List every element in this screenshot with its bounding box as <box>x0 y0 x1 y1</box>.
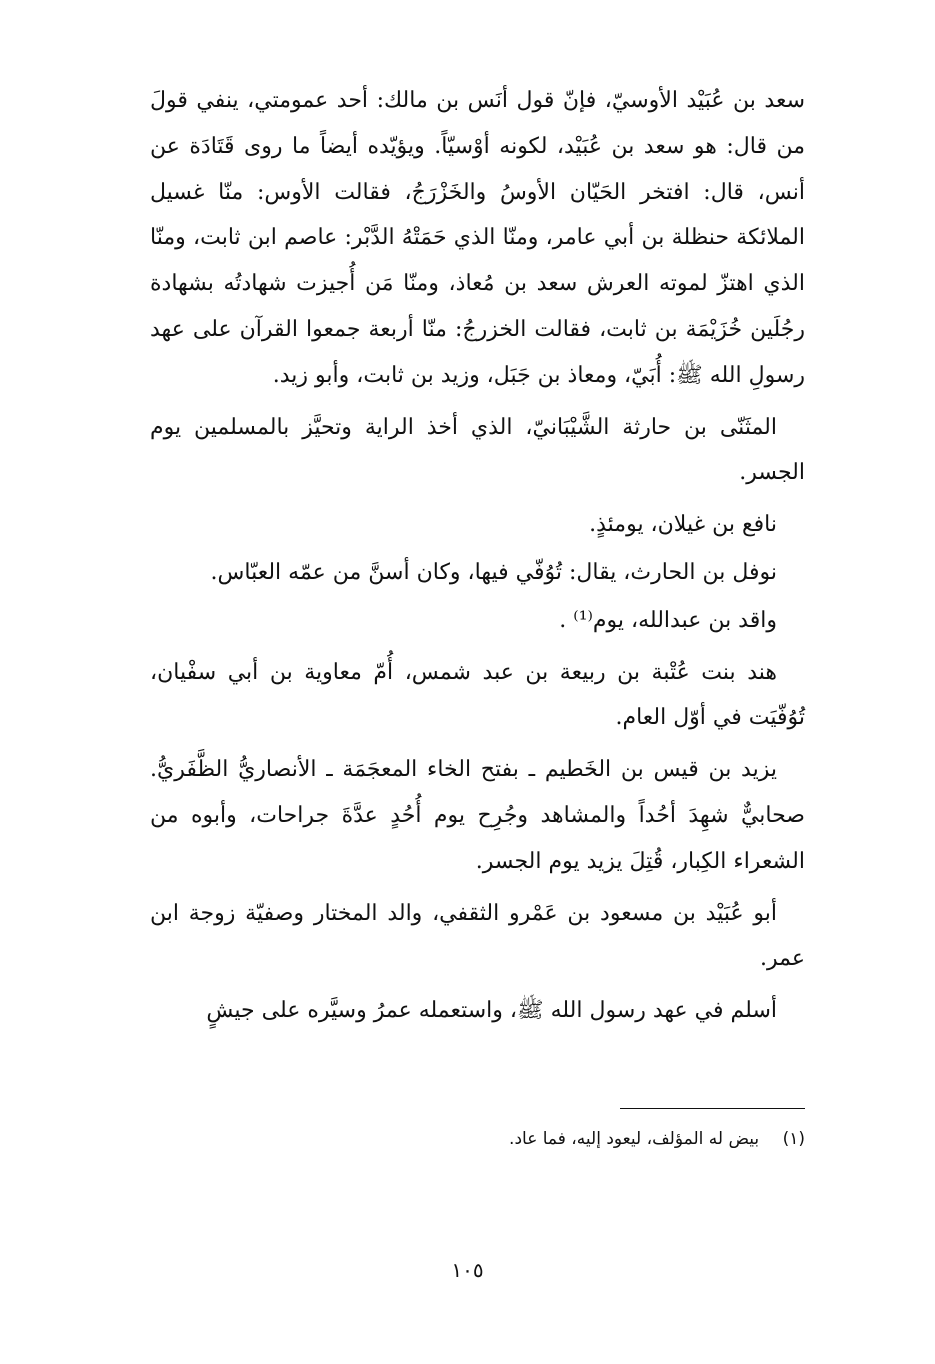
footnote <box>300 1124 805 1154</box>
paragraph-waqid: واقد بن عبدالله، يوم⁽¹⁾ . <box>559 607 777 633</box>
paragraph-yazid: يزيد بن قيس بن الخَطيم ـ بفتح الخاء المعجَمَة ـ الأنصاريُّ الظَّفَريُّ. صحابيٌّ شهِدَ أحُداً والمشاهد وجُرِح يوم أُحُدٍ عدَّةَ جراحات، وأبوه من الشعراء الكِبار، قُتِلَ يزيد يوم الجسر. <box>150 757 805 874</box>
paragraph-aslama: أسلم في عهد رسول الله ﷺ، واستعمله عمرُ وسيَّره على جيشٍ <box>206 998 777 1024</box>
paragraph-nafi: نافع بن غيلان، يومئذٍ. <box>589 512 777 538</box>
paragraph-nawfal: نوفل بن الحارث، يقال: تُوُفّي فيها، وكان أسنَّ من عمّه العبّاس. <box>210 559 777 585</box>
footnote-number: (١) <box>782 1129 805 1149</box>
paragraph-saad-ibn-ubayd: سعد بن عُبَيْد الأوسيّ، فإنّ قول أنَس بن مالك: أحد عمومتي، ينفي قولَ من قال: هو سعد بن عُبَيْد، لكونه أوْسيّاً. ويؤيّده أيضاً ما روى قَتَادَة عن أنس، قال: افتخر الحَيّان الأوسُ والخَزْرَجُ، فقالت الأوس: منّا غسيل الملائكة حنظلة بن أبي عامر، ومنّا الذي حَمَتْهُ الدَّبْر: عاصم ابن ثابت، ومنّا الذي اهتزّ لموته العرش سعد بن مُعاذ، ومنّا مَن أُجيزت شهادتُه بشهادة رجُلَين خُزَيْمَة بن ثابت، فقالت الخزرجُ: منّا أربعة جمعوا القرآن على عهد رسولِ الله ﷺ: أُبَيّ، ومعاذ بن جَبَل، وزيد بن ثابت، وأبو زيد. <box>150 88 805 388</box>
paragraph-abu-ubayd: أبو عُبَيْد بن مسعود بن عَمْرو الثقفي، والد المختار وصفيّة زوجة ابن عمر. <box>150 900 805 972</box>
footnote-divider <box>620 1108 805 1109</box>
footnote-text: بيض له المؤلف، ليعود إليه، فما عاد. <box>509 1129 760 1149</box>
paragraph-hind: هند بنت عُتْبة بن ربيعة بن عبد شمس، أُمّ معاوية بن أبي سفْيان، تُوُفّيَت في أوّل العام. <box>150 659 805 731</box>
main-text-block <box>150 78 805 1034</box>
paragraph-muthanna: المثَنّى بن حارثة الشَّيْبَانيّ، الذي أخذ الراية وتحيَّز بالمسلمين يوم الجسر. <box>150 414 805 486</box>
page-number: ١٠٥ <box>451 1258 484 1282</box>
